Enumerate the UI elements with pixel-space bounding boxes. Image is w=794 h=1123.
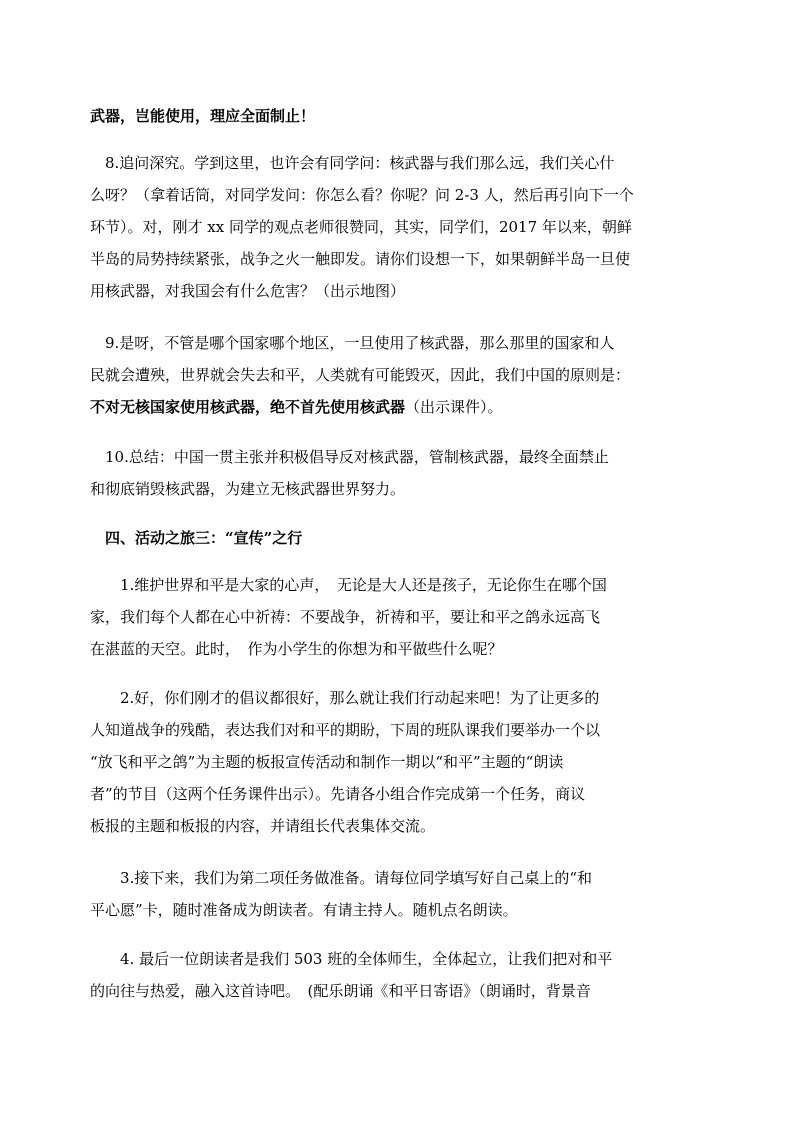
paragraph-item-9 xyxy=(90,327,680,423)
text-line xyxy=(90,522,680,554)
paragraph-item-10 xyxy=(90,441,680,505)
text-line: 9.是呀，不管是哪个国家哪个地区，一旦使用了核武器，那么那里的国家和人 xyxy=(90,334,615,352)
bold-text: 武器，岂能使用，理应全面制止！ xyxy=(90,107,316,125)
text-line: 环节）。对，刚才 xx 同学的观点老师很赞同，其实，同学们，2017 年以来，朝鲜 xyxy=(90,218,632,236)
text-line: 家，我们每个人都在心中祈祷：不要战争，祈祷和平，要让和平之鸽永远高飞 xyxy=(90,608,601,626)
text-line: 者”的节目（这两个任务课件出示）。先请各小组合作完成第一个任务，商议 xyxy=(90,785,586,803)
text-line: 3.接下来，我们为第二项任务做准备。请每位同学填写好自己桌上的“和 xyxy=(90,869,592,887)
text-line: 人知道战争的残酷，表达我们对和平的期盼，下周的班队课我们要举办一个以 xyxy=(90,721,601,739)
paragraph-step-2 xyxy=(90,682,680,842)
paragraph-item-8 xyxy=(90,147,680,307)
text-line: 板报的主题和板报的内容，并请组长代表集体交流。 xyxy=(90,817,436,835)
text-line xyxy=(90,391,680,423)
text-line: 2.好，你们刚才的倡议都很好，那么就让我们行动起来吧！为了让更多的 xyxy=(90,689,600,707)
text-line: 和彻底销毁核武器，为建立无核武器世界努力。 xyxy=(90,480,406,498)
text-line: 的向往与热爱，融入这首诗吧。 (配乐朗诵《和平日寄语》（朗诵时，背景音 xyxy=(90,982,591,1000)
section-heading xyxy=(90,522,680,554)
text-line: 用核武器，对我国会有什么危害？（出示地图） xyxy=(90,282,406,300)
text-line: 平心愿”卡，随时准备成为朗读者。有请主持人。随机点名朗读。 xyxy=(90,901,518,919)
text-line: 民就会遭殃，世界就会失去和平，人类就有可能毁灭，因此，我们中国的原则是： xyxy=(90,366,631,384)
heading-text: 四、活动之旅三：“宣传”之行 xyxy=(90,529,303,547)
text-line: 10.总结：中国一贯主张并积极倡导反对核武器，管制核武器，最终全面禁止 xyxy=(90,448,609,466)
text-line: 4. 最后一位朗读者是我们 503 班的全体师生，全体起立，让我们把对和平 xyxy=(90,950,613,968)
paragraph-step-3 xyxy=(90,862,680,926)
inline-text: （出示课件）。 xyxy=(405,398,503,416)
text-line: “放飞和平之鸽”为主题的板报宣传活动和制作一期以“和平”主题的“朗读 xyxy=(90,753,564,771)
text-line: 1.维护世界和平是大家的心声， 无论是大人还是孩子，无论你生在哪个国 xyxy=(90,576,607,594)
text-line: 么呀？（拿着话筒，对同学发问：你怎么看？你呢？问 2-3 人，然后再引向下一个 xyxy=(90,186,634,204)
bold-text: 不对无核国家使用核武器，绝不首先使用核武器 xyxy=(90,398,406,416)
text-line xyxy=(90,100,680,132)
paragraph-step-1 xyxy=(90,569,680,665)
paragraph-step-4 xyxy=(90,943,680,1007)
paragraph-conclusion xyxy=(90,100,680,132)
text-line: 8.追问深究。学到这里，也许会有同学问：核武器与我们那么远，我们关心什 xyxy=(90,154,615,172)
text-line: 半岛的局势持续紧张，战争之火一触即发。请你们设想一下，如果朝鲜半岛一旦使 xyxy=(90,250,631,268)
text-line: 在湛蓝的天空。此时， 作为小学生的你想为和平做些什么呢？ xyxy=(90,640,503,658)
